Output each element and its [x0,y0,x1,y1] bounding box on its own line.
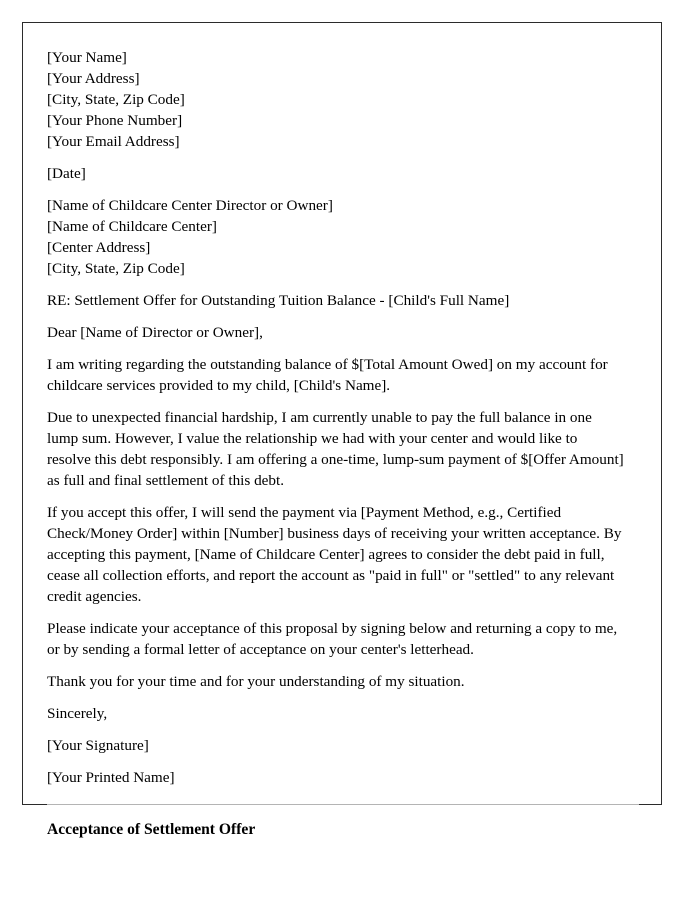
sender-email: [Your Email Address] [47,133,180,150]
recipient-street: [Center Address] [47,239,151,256]
printed-name-placeholder: [Your Printed Name] [47,769,175,786]
body-paragraph-1: I am writing regarding the outstanding balance of $[Total Amount Owed] on my account for childcare services provided to my child, [Child's Name]. [47,356,608,394]
document-body [23,23,661,840]
subject-line: RE: Settlement Offer for Outstanding Tuition Balance - [Child's Full Name] [47,292,510,309]
body-paragraph-3: If you accept this offer, I will send the payment via [Payment Method, e.g., Certified Check/Money Order] within [Number] business days of receiving your written acceptance. By accepting this payment, [Name of Childcare Center] agrees to consider the debt paid in full, cease all collection efforts, and report the account as "paid in full" or "settled" to any relevant credit agencies. [47,504,622,605]
recipient-director-name: [Name of Childcare Center Director or Owner] [47,197,333,214]
sender-name: [Your Name] [47,49,127,66]
sender-city-state-zip: [City, State, Zip Code] [47,91,185,108]
sender-phone: [Your Phone Number] [47,112,183,129]
sender-address-block [47,47,641,152]
closing-salutation: Sincerely, [47,705,108,722]
recipient-address-block [47,195,641,279]
date-block [47,163,641,184]
signature-placeholder: [Your Signature] [47,737,149,754]
acceptance-section-heading: Acceptance of Settlement Offer [47,821,256,838]
body-paragraph-4: Please indicate your acceptance of this proposal by signing below and returning a copy to me, or by sending a formal letter of acceptance on your center's letterhead. [47,620,618,658]
section-divider [47,804,639,805]
recipient-center-name: [Name of Childcare Center] [47,218,217,235]
body-paragraph-2: Due to unexpected financial hardship, I am currently unable to pay the full balance in one lump sum. However, I value the relationship we had with your center and would like to resolve this debt responsibly. I am offering a one-time, lump-sum payment of $[Offer Amount] as full and final settlement of this debt. [47,409,624,489]
recipient-city-state-zip: [City, State, Zip Code] [47,260,185,277]
salutation: Dear [Name of Director or Owner], [47,324,263,341]
sender-street: [Your Address] [47,70,140,87]
body-paragraph-5: Thank you for your time and for your understanding of my situation. [47,673,465,690]
document-page [22,22,662,838]
date-line: [Date] [47,165,86,182]
